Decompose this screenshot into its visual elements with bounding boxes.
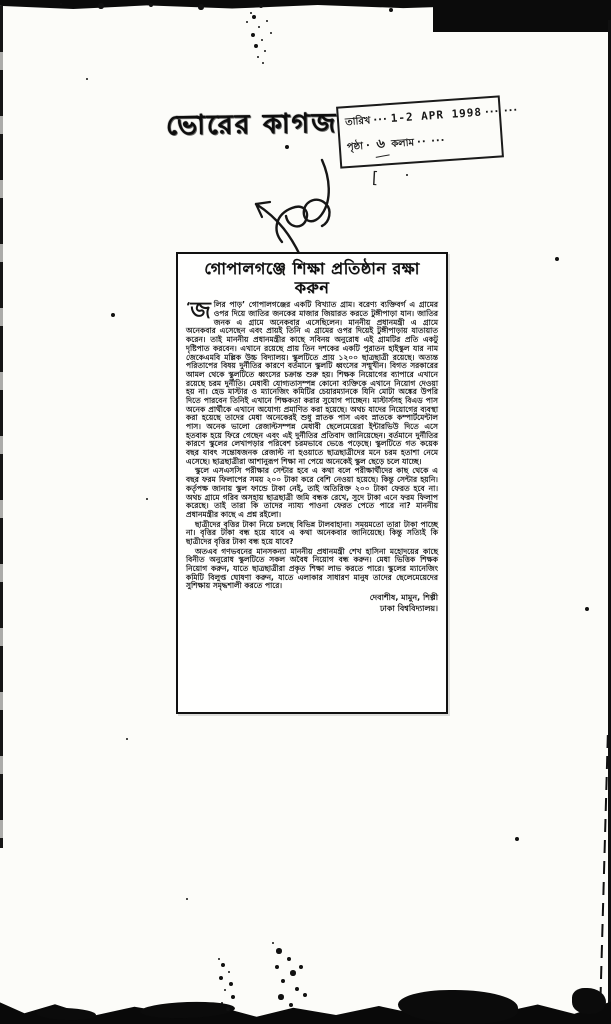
date-stamp — [336, 95, 519, 168]
drop-cap — [186, 298, 211, 325]
scan-corner-top-right — [433, 0, 611, 32]
ink-speckles — [86, 78, 88, 80]
stamp-dots: · — [365, 140, 372, 152]
stamp-date-label: তারিখ — [344, 115, 371, 129]
scan-edge-left — [0, 6, 3, 848]
stamp-page-number-handwritten: ৬ — [372, 134, 390, 158]
article-signature — [186, 593, 438, 615]
stamp-dots: ··· ··· — [484, 105, 519, 119]
drop-cap-quote: ‘ — [186, 300, 191, 314]
stamp-dots: ·· ··· — [416, 135, 446, 149]
drop-cap-letter: জ — [190, 298, 211, 325]
stamp-dots: ··· — [373, 114, 389, 127]
stamp-date-value: 1-2 APR 1998 — [390, 105, 483, 125]
ink-blob — [572, 988, 606, 1014]
article-body — [186, 298, 438, 614]
stamp-page-label: পৃষ্ঠা — [346, 141, 364, 154]
article-headline: গোপালগঞ্জে শিক্ষা প্রতিষ্ঠান রক্ষা করুন — [204, 259, 420, 298]
signature-institution: ঢাকা বিশ্ববিদ্যালয়। — [380, 603, 438, 613]
article-paragraph — [186, 298, 438, 466]
ink-speckles — [60, 3, 62, 5]
article-paragraph: ছাত্রীদের বৃত্তির টাকা নিয়ে চলছে বিভিন্ন টালবাহানা। সময়মতো তারা টাকা পাচ্ছে না। বৃত্তির টাকা বন্ধ হয়ে যাবে এ কথা অনেকবার জানিয়েছে। কিন্তু সত্যিই কি ছাত্রীদের বৃত্তির টাকা বন্ধ হয়ে যাবে? — [186, 519, 438, 546]
signature-authors: দেবাশীষ, মামুন, শিল্পী — [369, 593, 438, 603]
article-paragraph: স্কুলে এসএসসি পরীক্ষার সেন্টার হবে এ কথা বলে পরীক্ষার্থীদের কাছ থেকে এ বছর ফরম ফিলাপের সময় ২০০ টাকা করে বেশি নেওয়া হয়েছে। কিন্তু সেন্টার হয়নি। কর্তৃপক্ষ জানায় স্কুল ফান্ডে টাকা নেই, তাই অতিরিক্ত ২০০ টাকা ফেরত হবে না। অথচ গ্রামে গরিব অসহায় ছাত্রছাত্রী জমি বন্ধক রেখে, সুদে টাকা এনে ফরম ফিলাপ করেছে। তাই তারা কি তাদের ন্যায্য পাওনা ফেরত পেতে পারে না? মাননীয় প্রধানমন্ত্রীর কাছে এ প্রশ্ন রইলো। — [186, 466, 438, 519]
stray-bracket-mark: [ — [371, 167, 379, 188]
ink-speckles — [250, 12, 252, 14]
stamp-column-label: কলাম — [390, 137, 415, 151]
stamp-page-row — [346, 127, 495, 159]
newspaper-clipping — [176, 252, 448, 714]
ink-speckles — [272, 942, 274, 944]
scan-edge-bottom — [0, 988, 611, 1024]
paragraph-text: লির পাড়’ গোপালগঞ্জের একটি বিখ্যাত গ্রাম। বরেণ্য ব্যক্তিবর্গ এ গ্রামের ওপর দিয়ে জাতির জনকের মাজার জিয়ারত করতে টুঙ্গীপাড়া যান। জাতির জনক এ গ্রামে অনেকবার এসেছিলেন। মাননীয় প্রধানমন্ত্রী এ গ্রামে অনেকবার এসেছেন এবং প্রায়ই তিনি এ গ্রামের ওপর দিয়েই টুঙ্গীপাড়ায় যাতায়াত করেন। তাই মাননীয় প্রধানমন্ত্রীর কাছে সবিনয় অনুরোধ এই গ্রামটির প্রতি একটু দৃষ্টিপাত করবেন। এখানে রয়েছে প্রায় তিন দশকের একটি পুরাতন হাইস্কুল যার নাম জেকেএমবি মল্লিক উচ্চ বিদ্যালয়। স্কুলটিতে প্রায় ১২০০ ছাত্রছাত্রী রয়েছে। অত্যন্ত পরিতাপের বিষয় দুর্নীতির কারণে বর্তমানে স্কুলটি ধ্বংসের সম্মুখীন। বিগত সরকারের আমল থেকে স্কুলটিতে ধ্বংসের চক্রান্ত শুরু হয়। শিক্ষক নিয়োগের ব্যাপারে এখানে রয়েছে চরম দুর্নীতি। মেধাবী যোগ্যতাসম্পন্ন কোনো ব্যক্তিকে এখানে নিয়োগ দেওয়া হয় না। হেড মাস্টার ও ম্যানেজিং কমিটির চেয়ারম্যানকে যিনি মোটা অঙ্কের উপরি দিতে পারবেন তিনিই এখানে শিক্ষকতা করার সুযোগ পাচ্ছেন। মাস্টার্সসহ বিএড পাস অনেক প্রার্থীকে এখানে অযোগ্য প্রমাণিত করা হয়েছে। অথচ যাদের নিয়োগের ব্যবস্থা করা হয়েছে তাদের মেধা অনেকেরই শুধু স্নাতক পাস এবং স্নাতকে কম্পার্টমেন্টাল পাস। অনেক ভালো রেজাল্টসম্পন্ন মেধাবী ছেলেমেয়েরা ইন্টারভিউ দিতে এসে হতবাক হয়ে ফিরে গেছেন এবং এই দুর্নীতির প্রতিবাদ জানিয়েছেন। বর্তমানে দুর্নীতির কারণে স্কুলের লেখাপড়ার পরিবেশ চরমভাবে ভেঙে পড়েছে। স্কুলটিতে গত কয়েক বছর যাবৎ সন্তোষজনক রেজাল্ট না হওয়াতে ছাত্রছাত্রীদের মনে চরম হতাশা নেমে এসেছে। ছাত্রছাত্রীরা আশানুরূপ শিক্ষা না পেয়ে অনেকেই স্কুল ছেড়ে চলে যাচ্ছে। — [186, 300, 438, 466]
newspaper-masthead: ভোরের কাগজ — [165, 107, 338, 142]
article-paragraph: অতএব গণভবনের মানসকন্যা মাননীয় প্রধানমন্ত্রী শেখ হাসিনা মহোদয়ের কাছে বিনীত অনুরোধ স্কুলটিতে সকল অবৈধ নিয়োগ বন্ধ করুন। মেধা ভিত্তিক শিক্ষক নিয়োগ করুন, যাতে ছাত্রছাত্রীরা প্রকৃত শিক্ষা লাভ করতে পারে। স্কুলের ম্যানেজিং কমিটি বিলুপ্ত ঘোষণা করুন, যাতে এলাকার সাধারণ মানুষ তাদের ছেলেমেয়েদের সুশিক্ষায় সমৃদ্ধশালী করতে পারে। — [186, 546, 438, 591]
ink-speckles — [218, 958, 220, 960]
